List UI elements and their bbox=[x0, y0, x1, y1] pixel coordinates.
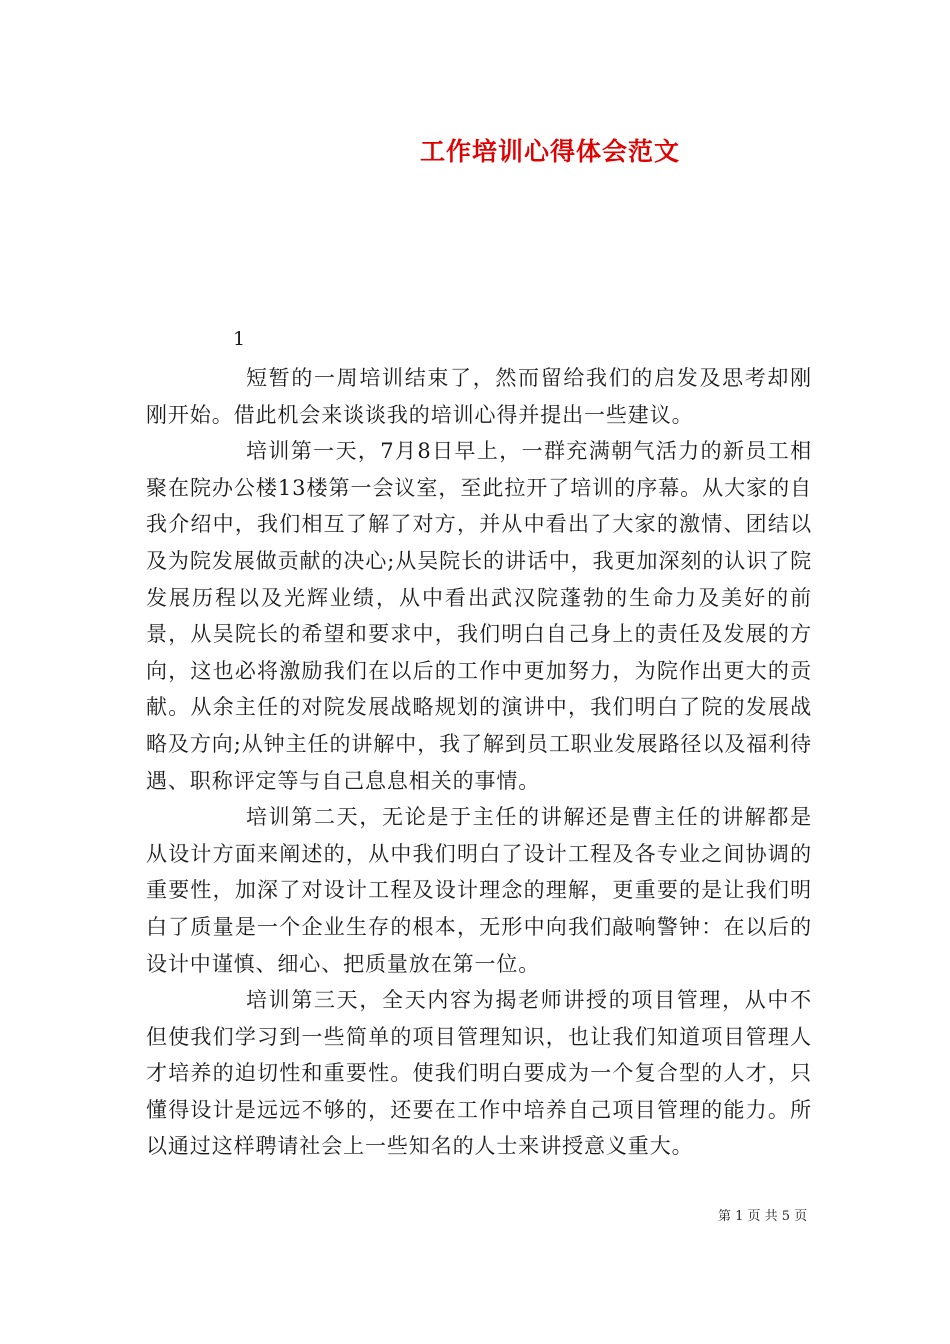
paragraph: 培训第三天，全天内容为揭老师讲授的项目管理，从中不但使我们学习到一些简单的项目管理知识，也让我们知道项目管理人才培养的迫切性和重要性。使我们明白要成为一个复合型的人才，只懂得设计是远远不够的，还要在工作中培养自己项目管理的能力。所以通过这样聘请社会上一些知名的人士来讲授意义重大。 bbox=[146, 988, 812, 1159]
page-footer: 第 1 页 共 5 页 bbox=[718, 1209, 808, 1224]
paragraph: 短暂的一周培训结束了，然而留给我们的启发及思考却刚刚开始。借此机会来谈谈我的培训心得并提出一些建议。 bbox=[146, 366, 812, 427]
document-title: 工作培训心得体会范文 bbox=[419, 137, 680, 166]
paragraph: 培训第二天，无论是于主任的讲解还是曹主任的讲解都是从设计方面来阐述的，从中我们明白了设计工程及各专业之间协调的重要性，加深了对设计工程及设计理念的理解，更重要的是让我们明白了质量是一个企业生存的根本，无形中向我们敲响警钟：在以后的设计中谨慎、细心、把质量放在第一位。 bbox=[146, 805, 812, 976]
page-marker: 1 bbox=[233, 328, 246, 350]
document-body bbox=[146, 360, 812, 1165]
paragraph: 培训第一天，7月8日早上，一群充满朝气活力的新员工相聚在院办公楼13楼第一会议室，至此拉开了培训的序幕。从大家的自我介绍中，我们相互了解了对方，并从中看出了大家的激情、团结以及为院发展做贡献的决心;从吴院长的讲话中，我更加深刻的认识了院发展历程以及光辉业绩，从中看出武汉院蓬勃的生命力及美好的前景，从吴院长的希望和要求中，我们明白自己身上的责任及发展的方向，这也必将激励我们在以后的工作中更加努力，为院作出更大的贡献。从余主任的对院发展战略规划的演讲中，我们明白了院的发展战略及方向;从钟主任的讲解中，我了解到员工职业发展路径以及福利待遇、职称评定等与自己息息相关的事情。 bbox=[146, 439, 812, 793]
